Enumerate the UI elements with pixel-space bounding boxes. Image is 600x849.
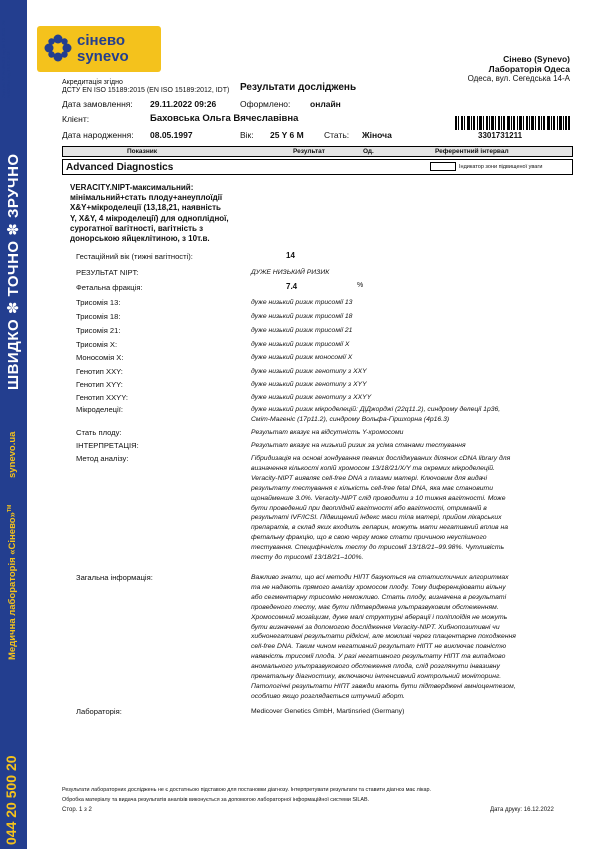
website-vertical: synevo.ua [7,431,18,478]
row-label: Моносомія X: [76,353,124,362]
col-unit: Од. [363,148,374,155]
method-line: бути проведений при двоплідній вагітності або вагітності, отриманій в [251,504,487,512]
general-line: наявність трисомії плода. У разі негативного результату НІПТ та випадково [251,653,506,661]
lab-info [468,55,570,84]
laboratory-value: Medicover Genetics GmbH, Martinsried (Germany) [251,708,405,715]
general-line: Патологічні результати НІПТ завжди мають бути підтверджені амніоцентезом, [251,682,516,690]
accreditation-line-1: Акредитація згідно [62,79,123,86]
general-info-value [251,573,551,702]
client-label: Клієнт: [62,114,90,124]
fetal-sex-label: Стать плоду: [76,428,122,437]
lab-name: Лабораторія Одеса [488,63,570,74]
method-line: результату тестування є кількість cell-free fetal DNA, яка має становити [251,484,493,492]
page-number: Стор. 1 з 2 [62,807,92,813]
client-name: Баховська Ольга Вячеславівна [150,113,299,124]
barcode [455,116,570,130]
row-value: дуже низький ризик генотипу з XXYY [251,394,372,401]
footer-silab: Обробка матеріалу та видача результатів аналізів виконується за допомогою лабораторної інформаційної системи SILAB. [62,797,370,803]
microdeletions-label: Мікроделеції: [76,405,123,414]
general-line: бути визначенні за допомогою дослідження Veracity-NIPT. Хибнопозитивні чи [251,623,500,631]
slogan-vertical: ШВИДКО ✽ ТОЧНО ✽ ЗРУЧНО [5,153,22,390]
test-name [70,183,250,244]
order-date: 29.11.2022 09:26 [150,99,217,109]
page-title: Результати досліджень [240,82,357,93]
row-label: Трисомія 13: [76,298,121,307]
dob-value: 08.05.1997 [150,130,193,140]
row-value: дуже низький ризик трисомії 21 [251,327,353,334]
fetal-fraction-value: 7.4 [286,282,298,291]
general-line: або сегментарну трисомію неможливо. Стать плоду, визначена в результаті [251,593,507,601]
attention-indicator-note: Індикатор зони підвищеної уваги [459,164,543,170]
row-value: дуже низький ризик моносомії X [251,354,353,361]
lab-name-tm: TM [7,504,13,513]
attention-indicator-box [430,162,456,171]
phone-vertical: 044 20 500 20 [3,755,19,845]
barcode-number: 3301731211 [478,131,523,140]
issued-value: онлайн [310,99,341,109]
row-label: Генотип XXYY: [76,393,128,402]
method-line: тестування. Специфічність тесту до трисомії 13/18/21–99.98%. Чутливість [251,544,505,552]
order-date-label: Дата замовлення: [62,99,133,109]
fetal-fraction-unit: % [357,282,364,289]
general-line: аномального ультразвукового обстеження плода, слід розглянути інвазивну [251,663,500,671]
fetal-fraction-label: Фетальна фракція: [76,283,143,292]
row-label: Трисомія X: [76,340,118,349]
method-label: Метод аналізу: [76,454,129,463]
lab-address: Одеса, вул. Сегедська 14-А [467,74,570,83]
row-label: Трисомія 21: [76,326,121,335]
logo-text-en: synevo [77,48,129,65]
laboratory-label: Лабораторія: [76,707,122,716]
age-label: Вік: [240,130,254,140]
nipt-result-value: ДУЖЕ НИЗЬКИЙ РИЗИК [251,269,330,276]
section-header [62,159,573,175]
test-name-line: мінімальний+стать плоду+анеуплоїдії [70,193,223,203]
interpretation-label: ІНТЕРПРЕТАЦІЯ: [76,441,139,450]
section-name: Advanced Diagnostics [66,162,174,173]
general-line: cell-free DNA. Таким чином негативний результат НІПТ не виключає повністю [251,643,507,651]
method-line: результаті IVF/ICSI. Підвищений індекс маси тіла матері, прийом лікарських [251,514,502,522]
side-band [0,0,27,849]
method-value [251,454,551,563]
method-line: щонайменше 3.0%. Veracity-NIPT слід проводити з 10 тижня вагітності. Може [251,494,506,502]
method-line: визначення кількості копій хромосом 13/18/21/X/Y та окремих мікроделецій. [251,464,495,472]
age-value: 25 Y 6 M [270,130,304,140]
gest-age-value: 14 [286,251,295,260]
col-indicator: Показник [127,148,157,155]
accreditation-line-2: ДСТУ EN ISO 15189:2015 (EN ISO 15189:2012, IDT) [62,87,230,94]
row-value: дуже низький ризик генотипу з XYY [251,381,367,388]
row-label: Генотип XXY: [76,367,123,376]
microdeletions-value [251,405,551,425]
row-value: дуже низький ризик трисомії X [251,341,350,348]
print-date: Дата друку: 16.12.2022 [490,807,554,813]
general-line: та не надають прямого аналізу хромосом плоду. Тому диференціювати вільну [251,583,506,591]
microdeletions-line: Сміт-Магеніс (17p11.2), синдрому Вольфа-Гіршхорна (4p16.3) [251,415,450,423]
col-reference: Референтний інтервал [435,148,509,155]
general-line: Хромосомний мозаїцизм, дуже малі структурні аберації і поліплоїдія не можуть [251,613,508,621]
row-label: Генотип XYY: [76,380,123,389]
sex-value: Жіноча [362,130,392,140]
method-line: фетальну фракцію, що в свою чергу може стати причиною неуспішного [251,534,487,542]
general-line: хибнонегативні результати рідкісні, але можливі через плацентарне походження [251,633,516,641]
col-result: Результат [293,148,325,155]
general-line: проведеного тесту, має бути підтверджена ультразвуковим обстеженням. [251,603,499,611]
issued-label: Оформлено: [240,99,291,109]
general-line: особливо якщо розглядається штучний аборт. [251,692,405,700]
test-name-line: донорською яйцеклітиною, з 10т.в. [70,234,210,244]
row-value: дуже низький ризик трисомії 13 [251,299,353,306]
dob-label: Дата народження: [62,130,134,140]
logo-text-ua: сінево [77,32,126,49]
nipt-result-label: РЕЗУЛЬТАТ NIPT: [76,268,139,277]
lab-name-text: Медична лабораторія «Сінево» [7,512,19,660]
method-line: тесту до трисомії 13/18/21–100%. [251,554,364,562]
interpretation-value: Результат вказує на низький ризик за усіма станами тестування [251,442,466,449]
flower-icon [43,33,73,63]
gest-age-label: Гестаційний вік (тижні вагітності): [76,252,193,261]
method-line: Veracity-NIPT виявляє cell-free DNA з плазми матері. Ключовим для видачі [251,474,487,482]
row-value: дуже низький ризик трисомії 18 [251,313,353,320]
lab-name-vertical [7,505,18,660]
general-info-label: Загальна інформація: [76,573,153,582]
license-vertical: Ліцензія АГ №596651 від 26.12.2011; АЕ №636994 від 26.04.2015 [1,19,11,98]
microdeletions-line: дуже низький ризик мікроделецій: ДіДжорджі (22q11.2), синдрому делеції 1p36, [251,406,501,413]
company-name: Сінево (Synevo) [503,54,570,64]
row-label: Трисомія 18: [76,312,121,321]
row-value: дуже низький ризик генотипу з XXY [251,368,367,375]
footer-disclaimer: Результати лабораторних досліджень не є достатньою підставою для постановки діагнозу. Інтерпретувати результати та ставити діагноз має лікар. [62,787,431,793]
sex-label: Стать: [324,130,350,140]
general-line: пренатальну діагностику, включаючи інтенсивний контрольний моніторинг. [251,673,502,681]
fetal-sex-value: Результат вказує на відсутність Y-хромосоми [251,429,404,436]
test-name-line: сурогатної вагітності, вагітність з [70,223,204,233]
test-name-line: X&Y+мікроделеції (13,18,21, наявність [70,203,221,213]
method-line: препаратів, в склад яких входить гепарин, можуть мати негативний вплив на [251,524,509,532]
test-name-line: VERACITY.NIPT-максимальний: [70,183,194,192]
results-table-header [62,146,573,157]
general-line: Важливо знати, що всі методи НІПТ базуються на статистичних алгоритмах [251,574,509,581]
method-line: Гібридизація на основі зондування певних досліджуваних ділянок cDNA library для [251,455,511,462]
test-name-line: Y, X&Y, 4 мікроделеції) для одноплідної, [70,213,229,223]
synevo-logo [37,26,161,72]
